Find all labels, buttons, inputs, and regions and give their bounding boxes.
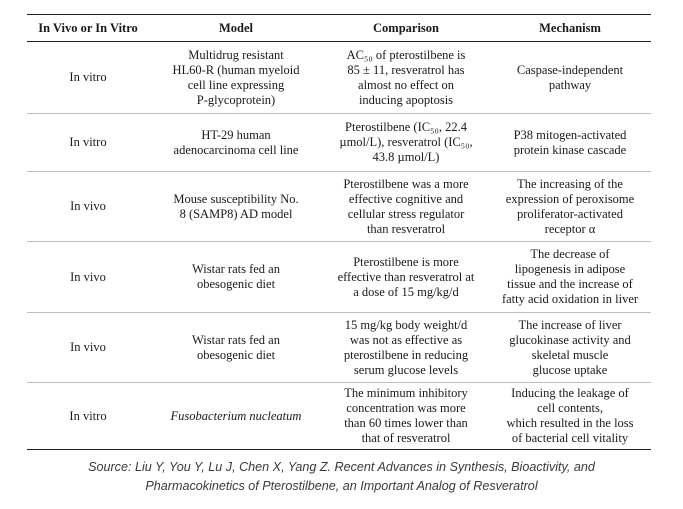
model-line: P-glycoprotein) xyxy=(196,92,276,107)
comparison-cell xyxy=(323,42,489,113)
source-line: Pharmacokinetics of Pterostilbene, an Important Analog of Resveratrol xyxy=(145,479,538,493)
model-cell xyxy=(149,172,323,241)
comparison-line: effective cognitive and xyxy=(348,191,464,206)
comparison-line: Pterostilbene is more xyxy=(353,254,459,269)
source-citation xyxy=(0,458,683,496)
mechanism-line: receptor α xyxy=(544,221,596,236)
comparison-line: was not as effective as xyxy=(349,332,463,347)
model-line: Wistar rats fed an xyxy=(191,262,280,276)
comparison-line: 15 mg/kg body weight/d xyxy=(344,317,468,332)
comparison-line: inducing apoptosis xyxy=(358,92,454,107)
mechanism-cell xyxy=(489,383,651,449)
type-cell: In vivo xyxy=(70,269,106,284)
mechanism-line: glucose uptake xyxy=(532,362,608,377)
comparison-line: that of resveratrol xyxy=(361,431,451,445)
model-cell xyxy=(149,242,323,312)
model-line: HL60-R (human myeloid xyxy=(172,62,300,77)
comparison-cell xyxy=(323,383,489,449)
comparison-line: serum glucose levels xyxy=(353,362,459,377)
comparison-line: Pterostilbene was a more xyxy=(343,176,469,191)
type-cell: In vivo xyxy=(70,340,106,354)
mechanism-line: tissue and the increase of xyxy=(507,277,633,291)
comparison-line: than resveratrol xyxy=(366,221,446,236)
comparison-cell xyxy=(323,242,489,312)
mechanism-line: which resulted in the loss xyxy=(506,416,634,430)
type-cell: In vivo xyxy=(70,199,106,213)
header-in-vivo-or-in-vitro: In Vivo or In Vitro xyxy=(38,20,138,35)
comparison-cell xyxy=(323,172,489,241)
model-line: cell line expressing xyxy=(187,77,285,92)
comparison-line: a dose of 15 mg/kg/d xyxy=(353,284,459,299)
type-cell: In vitro xyxy=(69,408,107,423)
mechanism-cell xyxy=(489,114,651,171)
header-comparison: Comparison xyxy=(373,20,439,35)
model-cell xyxy=(149,114,323,171)
model-line: Multidrug resistant xyxy=(188,47,284,62)
comparison-line: than 60 times lower than xyxy=(344,416,468,430)
mechanism-line: The increase of liver xyxy=(518,317,622,332)
model-line: Wistar rats fed an xyxy=(191,332,280,347)
comparison-cell xyxy=(323,313,489,382)
mechanism-line: P38 mitogen-activated xyxy=(513,127,627,142)
comparison-line: 85 ± 11, resveratrol has xyxy=(347,62,465,77)
mechanism-line: of bacterial cell vitality xyxy=(511,431,629,445)
table-row xyxy=(27,172,651,242)
mechanism-cell xyxy=(489,172,651,241)
type-cell: In vitro xyxy=(69,135,107,149)
source-line: Source: Liu Y, You Y, Lu J, Chen X, Yang Z. Recent Advances in Synthesis, Bioactivity, and xyxy=(88,460,595,474)
mechanism-line: glucokinase activity and xyxy=(509,332,631,347)
comparison-line: µmol/L), resveratrol (IC₅₀, xyxy=(339,135,473,149)
table-row xyxy=(27,383,651,449)
model-line: Fusobacterium nucleatum xyxy=(170,408,302,423)
model-line: obesogenic diet xyxy=(196,347,276,362)
table-row xyxy=(27,313,651,383)
comparison-line: effective than resveratrol at xyxy=(337,269,475,284)
comparison-line: The minimum inhibitory xyxy=(344,386,468,400)
comparison-line: AC₅₀ of pterostilbene is xyxy=(346,47,466,62)
comparison-line: almost no effect on xyxy=(358,77,454,92)
comparison-line: pterostilbene in reducing xyxy=(343,347,469,362)
mechanism-line: The increasing of the xyxy=(517,176,623,191)
comparison-table xyxy=(27,14,651,450)
model-cell xyxy=(149,383,323,449)
mechanism-line: lipogenesis in adipose xyxy=(514,262,626,276)
mechanism-line: fatty acid oxidation in liver xyxy=(501,292,639,306)
table-row xyxy=(27,114,651,172)
header-model: Model xyxy=(218,20,254,35)
mechanism-line: expression of peroxisome xyxy=(505,191,635,206)
model-line: 8 (SAMP8) AD model xyxy=(179,206,293,221)
mechanism-line: skeletal muscle xyxy=(531,347,609,362)
table-body xyxy=(27,42,651,449)
mechanism-cell xyxy=(489,42,651,113)
comparison-line: cellular stress regulator xyxy=(347,206,465,221)
comparison-line: 43.8 µmol/L) xyxy=(372,150,440,164)
comparison-cell xyxy=(323,114,489,171)
model-cell xyxy=(149,42,323,113)
mechanism-line: Inducing the leakage of xyxy=(511,386,629,400)
model-line: adenocarcinoma cell line xyxy=(173,142,299,157)
type-cell: In vitro xyxy=(69,70,107,84)
model-line: obesogenic diet xyxy=(196,277,276,291)
model-line: Mouse susceptibility No. xyxy=(173,191,299,206)
table-header-row xyxy=(27,15,651,42)
mechanism-line: Caspase-independent xyxy=(516,62,624,77)
header-mechanism: Mechanism xyxy=(539,20,601,35)
mechanism-line: cell contents, xyxy=(537,401,603,415)
mechanism-line: The decrease of xyxy=(530,247,610,261)
mechanism-line: protein kinase cascade xyxy=(513,142,627,157)
comparison-line: Pterostilbene (IC₅₀, 22.4 xyxy=(345,120,467,134)
mechanism-line: pathway xyxy=(548,77,592,92)
model-line: HT-29 human xyxy=(201,127,271,142)
table-row xyxy=(27,42,651,114)
mechanism-cell xyxy=(489,242,651,312)
mechanism-cell xyxy=(489,313,651,382)
comparison-line: concentration was more xyxy=(346,401,466,415)
table-row xyxy=(27,242,651,313)
mechanism-line: proliferator-activated xyxy=(517,206,623,221)
model-cell xyxy=(149,313,323,382)
